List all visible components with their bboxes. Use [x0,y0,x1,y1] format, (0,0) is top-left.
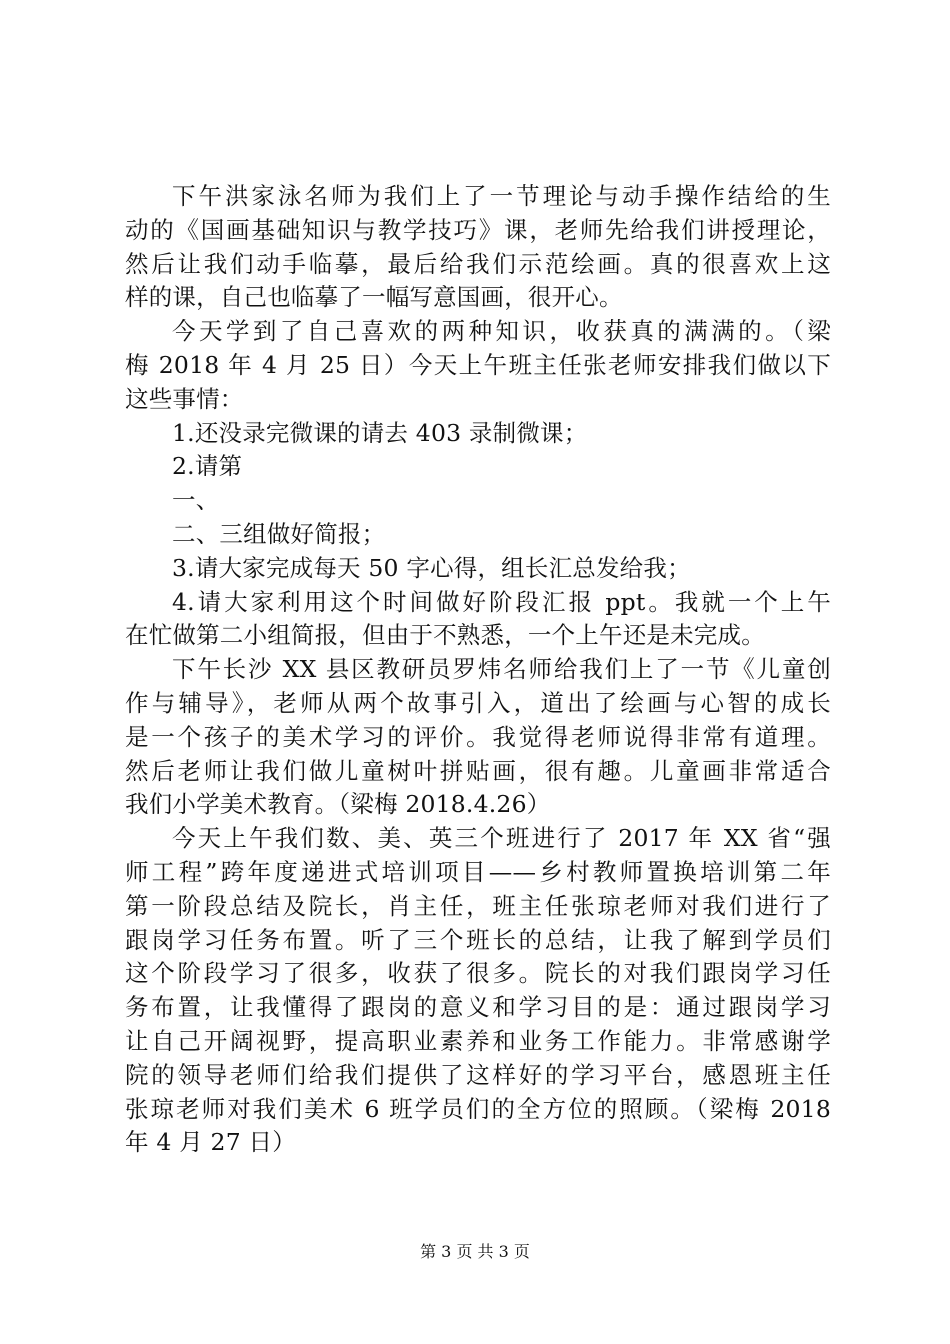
text-line: 务布置，让我懂得了跟岗的意义和学习目的是：通过跟岗学习 [125,993,831,1022]
text-line: 梅 2018 年 4 月 25 日）今天上午班主任张老师安排我们做以下 [125,350,831,379]
text-line: 第一阶段总结及院长，肖主任，班主任张琼老师对我们进行了 [125,891,831,920]
text-line: 一、 [172,486,220,515]
text-line: 1.还没录完微课的请去 403 录制微课； [172,418,588,447]
text-line: 二、三组做好简报； [172,519,386,548]
document-body [125,180,831,1160]
page-footer: 第 3 页 共 3 页 [420,1242,530,1261]
text-line: 院的领导老师们给我们提供了这样好的学习平台，感恩班主任 [125,1060,831,1089]
text-line: 3.请大家完成每天 50 字心得，组长汇总发给我； [172,553,691,582]
text-line: 这些事情： [125,384,244,413]
text-line: 跟岗学习任务布置。听了三个班长的总结，让我了解到学员们 [125,925,831,954]
text-line: 我们小学美术教育。（梁梅 2018.4.26） [125,790,551,819]
text-line: 然后让我们动手临摹，最后给我们示范绘画。真的很喜欢上这 [125,249,831,278]
text-line: 师工程”跨年度递进式培训项目——乡村教师置换培训第二年 [125,857,831,886]
text-line: 2.请第 [172,452,243,481]
text-line: 今天学到了自己喜欢的两种知识，收获真的满满的。（梁 [172,317,831,346]
text-line: 作与辅导》，老师从两个故事引入，道出了绘画与心智的成长 [125,688,831,717]
text-line: 下午长沙 XX 县区教研员罗炜名师给我们上了一节《儿童创 [172,655,831,684]
text-line: 动的《国画基础知识与教学技巧》课，老师先给我们讲授理论， [125,215,831,244]
text-line: 张琼老师对我们美术 6 班学员们的全方位的照顾。（梁梅 2018 [125,1094,831,1123]
text-line: 让自己开阔视野，提高职业素养和业务工作能力。非常感谢学 [125,1026,831,1055]
text-line: 下午洪家泳名师为我们上了一节理论与动手操作结给的生 [172,182,831,210]
text-line: 4.请大家利用这个时间做好阶段汇报 ppt。我就一个上午 [172,587,831,616]
text-line: 年 4 月 27 日） [125,1128,296,1157]
text-line: 在忙做第二小组简报，但由于不熟悉，一个上午还是未完成。 [125,621,765,650]
text-line: 这个阶段学习了很多，收获了很多。院长的对我们跟岗学习任 [125,959,831,988]
text-line: 样的课，自己也临摹了一幅写意国画，很开心。 [125,283,623,312]
text-line: 今天上午我们数、美、英三个班进行了 2017 年 XX 省“强 [172,824,831,853]
text-line: 是一个孩子的美术学习的评价。我觉得老师说得非常有道理。 [125,722,831,751]
text-line: 然后老师让我们做儿童树叶拼贴画，很有趣。儿童画非常适合 [125,756,831,785]
